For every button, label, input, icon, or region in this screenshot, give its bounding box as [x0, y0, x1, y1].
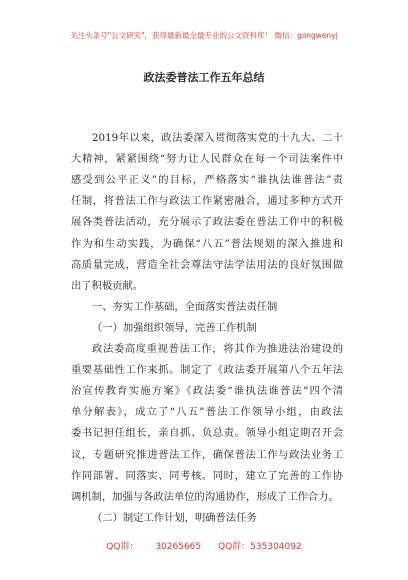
document-title: 政法委普法工作五年总结	[143, 71, 265, 84]
body-line: 出了积极贡献。	[71, 279, 144, 292]
body-line: 政法委高度重视普法工作，将其作为推进法治建设的	[92, 343, 343, 355]
body-line: 重要基础性工作来抓。制定了《政法委开展第八个五年法	[71, 364, 343, 377]
body-line: 作为和生动实践，为确保“八五”普法规划的深入推进和	[71, 237, 343, 250]
body-line: 单分解表》，成立了“八五”普法工作领导小组，由政法	[71, 406, 343, 419]
section-heading: 一、夯实工作基础，全面落实普法责任制	[92, 300, 278, 313]
body-line: 2019年以来，政法委深入贯彻落实党的十九大、二十	[92, 132, 343, 144]
body-line: 委书记担任组长，亲自抓、负总责。领导小组定期召开会	[71, 427, 343, 440]
body-line: 作同部署、同落实、同考核。同时，建立了完善的工作协	[71, 469, 343, 482]
body-line: 展各类普法活动，充分展示了政法委在普法工作中的积极	[71, 216, 343, 229]
body-line: 大精神，紧紧围绕“努力让人民群众在每一个司法案件中	[71, 153, 343, 166]
body-line: 任制，将普法工作与政法工作紧密融合，通过多种方式开	[71, 195, 343, 208]
header-banner: 关注头条号"公文研究"，获得最新最全最专业的公文资料库！ 微信：gongwenyj	[70, 31, 338, 40]
body-line: 调机制，加强与各政法单位的沟通协作，形成了工作合力。	[71, 490, 339, 503]
footer-contact: QQ群： 30265665 QQ群：535304092	[106, 542, 302, 552]
subsection-heading: （二）制定工作计划，明确普法任务	[92, 511, 257, 524]
body-line: 治宣传教育实施方案》《政法委“谁执法谁普法”四个清	[71, 385, 343, 398]
body-line: 感受到公平正义”的目标，严格落实“谁执法谁普法”责	[71, 174, 343, 187]
body-line: 高质量完成，营造全社会尊法守法学法用法的良好氛围做	[71, 258, 343, 271]
subsection-heading: （一）加强组织领导，完善工作机制	[92, 321, 257, 334]
body-line: 议，专题研究推进普法工作，确保普法工作与政法业务工	[71, 448, 343, 461]
